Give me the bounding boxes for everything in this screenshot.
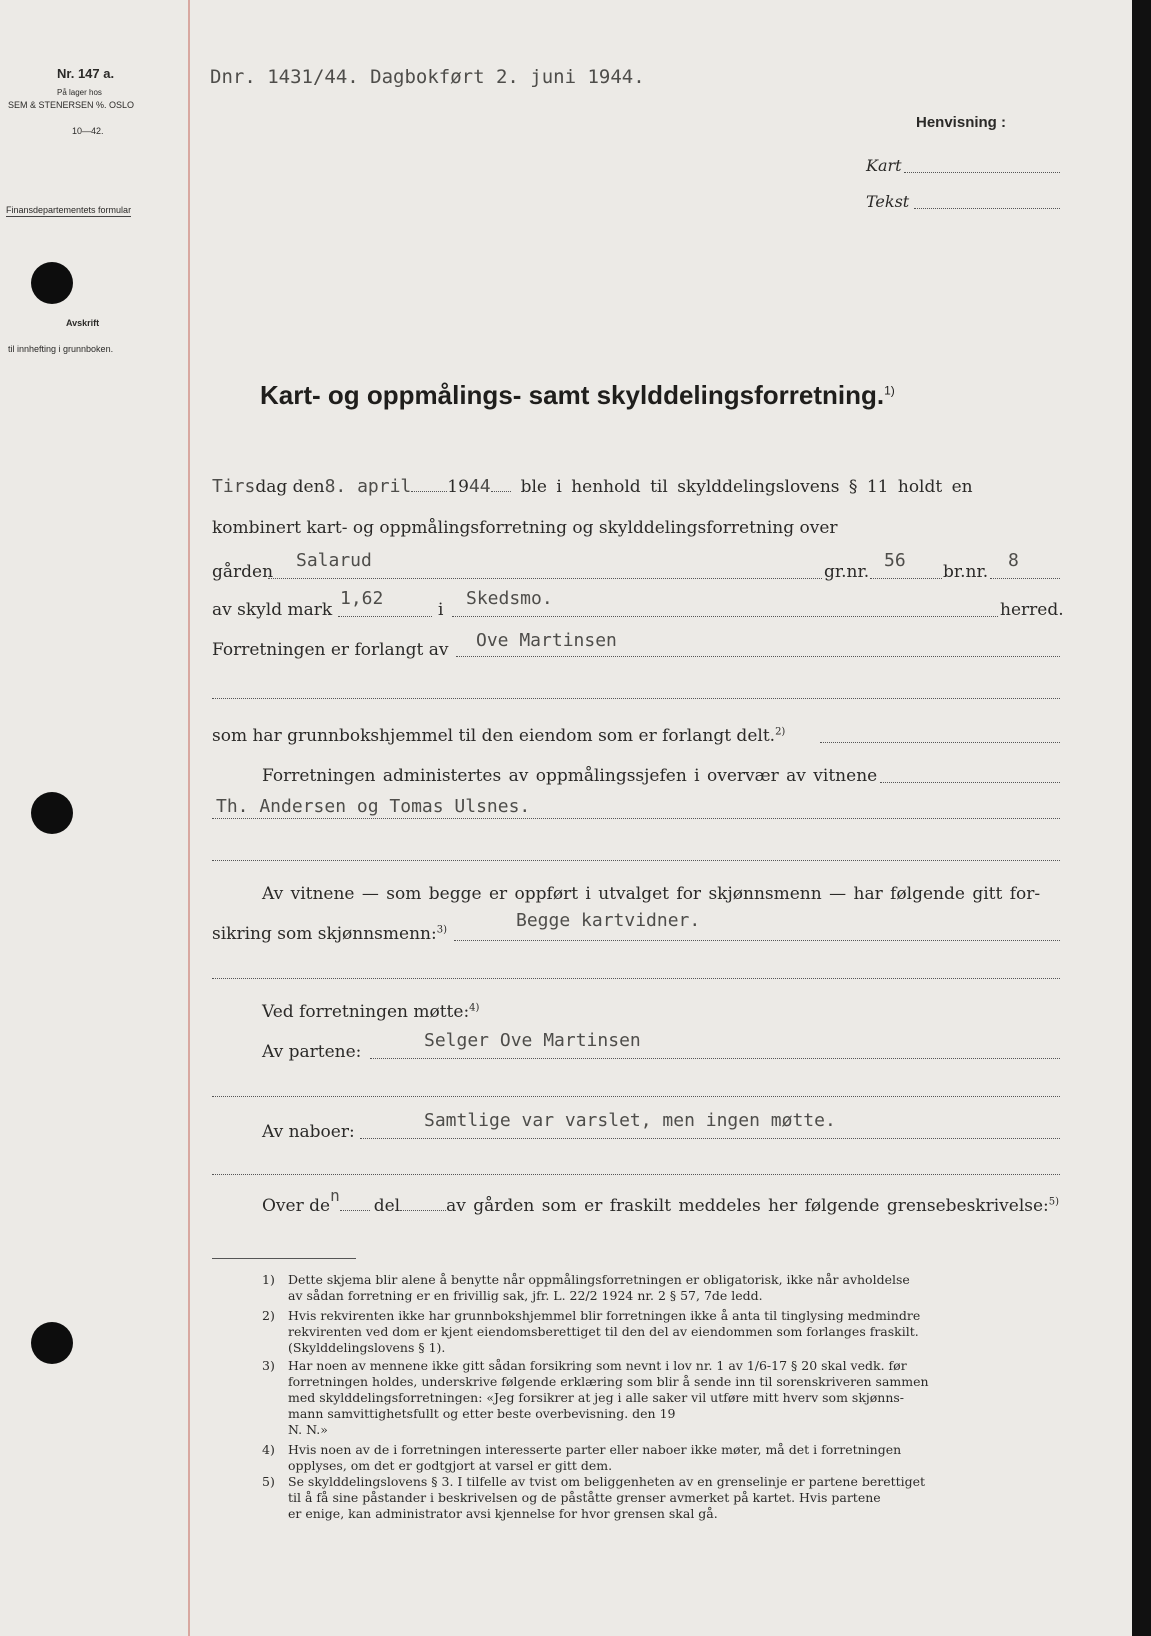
title-footnote-ref: 1) [884,383,895,398]
footnote-separator [212,1258,356,1259]
grunnbok-footnote-ref: 2) [775,726,786,738]
footnote-4-text: Hvis noen av de i forretningen interesserte parter eller naboer ikke møter, må det i forretningen opplyses, om det er godtgjort at varsel er gitt dem. [288,1442,902,1473]
vitner-rule [454,940,1060,941]
date-typed: 8. april [324,476,412,497]
reference-label: Henvisning : [916,114,1007,131]
scan-edge [1132,0,1151,1636]
reference-tekst: Tekst [866,192,910,211]
farm-label: gården [212,562,274,582]
grunnbok-text: som har grunnbokshjemmel til den eiendom som er forlangt delt. [212,726,776,746]
over-rest: av gården som er fraskilt meddeles her følgende grensebeskrivelse: [446,1196,1049,1216]
witnesses-value: Th. Andersen og Tomas Ulsnes. [216,796,531,817]
vitner-line-2 [212,924,447,944]
skyld-rule [338,616,432,617]
naboer-label: Av naboer: [262,1122,355,1142]
mote-footnote-ref: 4) [469,1002,480,1014]
naboer-value: Samtlige var varslet, men ingen møtte. [424,1110,836,1131]
requested-rule [456,656,1060,657]
farm-name: Salarud [296,550,372,571]
document-title [260,380,895,411]
footnote-5-num: 5) [262,1474,275,1489]
grunnbok-line [212,726,785,746]
admin-line: Forretningen administertes av oppmålingssjefen i overvær av vitnene [262,766,878,786]
herred-label: herred. [1000,600,1064,620]
skyld-value: 1,62 [340,588,384,609]
print-date: 10—42. [72,126,104,136]
binder-hole-top [31,262,73,304]
brnr-value: 8 [1008,550,1019,571]
partene-label: Av partene: [262,1042,362,1062]
vitner-footnote-ref: 3) [436,924,447,936]
intro-line [212,476,973,497]
footnote-1-text: Dette skjema blir alene å benytte når oppmålingsforretningen er obligatorisk, ikke når avholdelse av sådan forretning er en frivillig sak, jfr. L. 22/2 1924 nr. 2 § 57, 7de ledd. [288,1272,910,1303]
day-typed: Tirs [212,476,256,497]
grunnbok-rule [820,742,1060,743]
binder-hole-middle [31,792,73,834]
herred-name: Skedsmo. [466,588,553,609]
line-2: kombinert kart- og oppmålingsforretning og skylddelingsforretning over [212,518,838,538]
requested-by: Ove Martinsen [476,630,617,651]
witnesses-rule [212,818,1060,819]
day-print: dag den [255,477,325,497]
mote-line [262,1002,479,1022]
year-print: 19 [447,477,469,497]
vitner-label: sikring som skjønnsmenn: [212,924,437,944]
title-text: Kart- og oppmålings- samt skylddelingsforretning. [260,380,885,410]
copy-label: Avskrift [66,318,100,328]
footnote-2-text: Hvis rekvirenten ikke har grunnbokshjemmel blir forretningen ikke å anta til tinglysing medmindre rekvirenten ved dom er kjent eiendomsberettiget til den del av eiendommen som forlanges fraskilt. (Skylddelingslovens § 1). [288,1308,921,1355]
brnr-rule [990,578,1060,579]
reference-tekst-rule [914,208,1060,209]
partene-value: Selger Ove Martinsen [424,1030,641,1051]
grnr-rule [870,578,942,579]
vitner-value: Begge kartvidner. [516,910,701,931]
over-typed: n [330,1186,340,1205]
brnr-label: br.nr. [943,562,989,582]
naboer-rule-2 [212,1174,1060,1175]
naboer-rule [360,1138,1060,1139]
ministry-form-label: Finansdepartementets formular [6,205,132,215]
witnesses-rule-2 [212,860,1060,861]
footnote-2-num: 2) [262,1308,275,1323]
skyld-label: av skyld mark [212,600,333,620]
grnr-value: 56 [884,550,906,571]
form-number: Nr. 147 a. [57,66,115,81]
vitner-rule-2 [212,978,1060,979]
grnr-label: gr.nr. [824,562,870,582]
herred-rule [452,616,998,617]
farm-rule [268,578,822,579]
margin-line [188,0,190,1636]
partene-rule [370,1058,1060,1059]
reference-kart-rule [904,172,1060,173]
requested-label: Forretningen er forlangt av [212,640,449,660]
footnote-4-num: 4) [262,1442,275,1457]
footnote-1-num: 1) [262,1272,275,1287]
admin-rule [880,782,1060,783]
intro-rest: ble i henhold til skylddelingslovens § 11 holdt en [520,477,973,497]
del-label: del [373,1196,401,1216]
mote-label: Ved forretningen møtte: [262,1002,470,1022]
publisher-line-1: På lager hos [57,88,102,97]
footnote-3-text: Har noen av mennene ikke gitt sådan forsikring som nevnt i lov nr. 1 av 1/6-17 § 20 skal vedk. før forretningen holdes, underskrive følgende erklæring som blir å sende inn til sorenskriveren sammen med skylddelingsforretningen: «Jeg forsikrer at jeg i alle saker vil utføre mitt hverv som skjønns- mann samvittighetsfullt og etter beste overbevisning. den 19 N. N.» [288,1358,929,1437]
over-footnote-ref: 5) [1048,1196,1060,1208]
requested-rule-2 [212,698,1060,699]
publisher-line-2: SEM & STENERSEN %. OSLO [8,100,135,110]
registration-line: Dnr. 1431/44. Dagbokført 2. juni 1944. [210,66,645,88]
binder-hole-bottom [31,1322,73,1364]
over-label: Over de [262,1196,331,1216]
over-line [262,1186,1060,1216]
year-typed: 44 [468,476,491,497]
copy-note: til innhefting i grunnboken. [8,344,114,354]
vitner-line-1: Av vitnene — som begge er oppført i utvalget for skjønnsmenn — har følgende gitt for- [262,884,1041,904]
footnote-5-text: Se skylddelingslovens § 3. I tilfelle av tvist om beliggenheten av en grenselinje er partene berettiget til å få sine påstander i beskrivelsen og de påståtte grenser avmerket på kartet. Hvis partene er enige, kan administrator avsi kjennelse for hvor grensen skal gå. [288,1474,926,1521]
footnote-3-num: 3) [262,1358,275,1373]
i-label: i [438,600,444,620]
partene-rule-2 [212,1096,1060,1097]
reference-kart: Kart [866,156,902,175]
